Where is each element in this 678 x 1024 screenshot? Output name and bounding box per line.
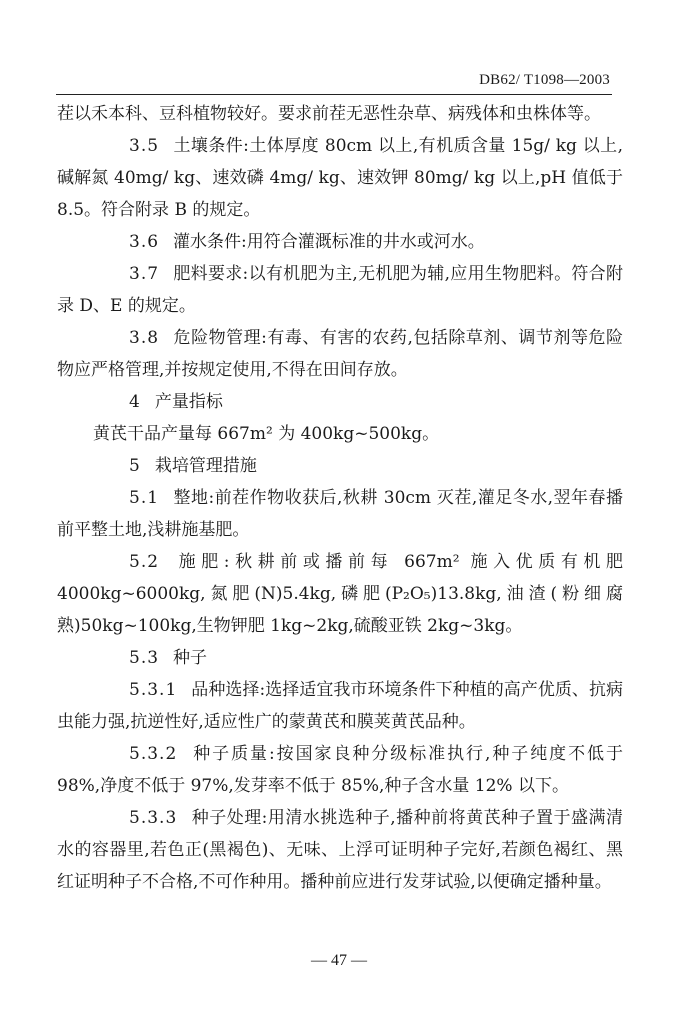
- paragraph-text: 产量指标: [154, 392, 223, 412]
- clause-number: 5.1: [129, 488, 160, 508]
- standard-code: DB62/ T1098—2003: [479, 72, 610, 88]
- document-body: [57, 98, 623, 898]
- paragraph: [57, 802, 623, 898]
- paragraph-text: 整地:前茬作物收获后,秋耕 30cm 灭茬,灌足冬水,翌年春播前平整土地,浅耕施基肥。: [57, 488, 623, 540]
- paragraph-text: 肥料要求:以有机肥为主,无机肥为辅,应用生物肥料。符合附录 D、E 的规定。: [57, 264, 623, 316]
- paragraph: [57, 258, 623, 322]
- paragraph: [57, 322, 623, 386]
- paragraph: [57, 546, 623, 642]
- clause-number: 4: [129, 392, 141, 412]
- paragraph-text: 土壤条件:土体厚度 80cm 以上,有机质含量 15g/ kg 以上,碱解氮 40mg/ kg、速效磷 4mg/ kg、速效钾 80mg/ kg 以上,pH 值低于 8.5。符合附录 B 的规定。: [57, 136, 623, 220]
- clause-number: 5.3.2: [129, 744, 178, 764]
- paragraph: [57, 98, 623, 130]
- clause-number: 5: [129, 456, 141, 476]
- paragraph-text: 种子质量:按国家良种分级标准执行,种子纯度不低于 98%,净度不低于 97%,发芽率不低于 85%,种子含水量 12% 以下。: [57, 744, 623, 796]
- paragraph: [57, 738, 623, 802]
- clause-number: 3.7: [129, 264, 160, 284]
- clause-number: 3.8: [129, 328, 160, 348]
- paragraph: [57, 674, 623, 738]
- clause-number: 5.2: [129, 552, 160, 572]
- paragraph-text: 施肥:秋耕前或播前每 667m² 施入优质有机肥 4000kg~6000kg,氮肥(N)5.4kg,磷肥(P₂O₅)13.8kg,油渣(粉细腐熟)50kg~100kg,生物钾肥 1kg~2kg,硫酸亚铁 2kg~3kg。: [57, 552, 623, 636]
- paragraph-text: 品种选择:选择适宜我市环境条件下种植的高产优质、抗病虫能力强,抗逆性好,适应性广的蒙黄芪和膜荚黄芪品种。: [57, 680, 623, 732]
- header-rule: [56, 94, 612, 95]
- section-heading: [57, 450, 623, 482]
- clause-number: 5.3.1: [129, 680, 178, 700]
- paragraph-text: 种子处理:用清水挑选种子,播种前将黄芪种子置于盛满清水的容器里,若色正(黑褐色)、无味、上浮可证明种子完好,若颜色褐红、黑红证明种子不合格,不可作种用。播种前应进行发芽试验,以便确定播种量。: [57, 808, 623, 892]
- clause-number: 5.3.3: [129, 808, 178, 828]
- clause-number: 3.6: [129, 232, 160, 252]
- clause-number: 3.5: [129, 136, 160, 156]
- paragraph-text: 种子: [173, 648, 208, 668]
- clause-number: 5.3: [129, 648, 160, 668]
- paragraph-text: 灌水条件:用符合灌溉标准的井水或河水。: [173, 232, 485, 252]
- paragraph-text: 茬以禾本科、豆科植物较好。要求前茬无恶性杂草、病残体和虫株体等。: [57, 104, 601, 124]
- paragraph-text: 黄芪干品产量每 667m² 为 400kg~500kg。: [93, 424, 440, 444]
- paragraph: [57, 226, 623, 258]
- page-number: — 47 —: [311, 952, 367, 969]
- section-heading: [57, 386, 623, 418]
- paragraph: [57, 482, 623, 546]
- paragraph-text: 栽培管理措施: [154, 456, 257, 476]
- paragraph: [57, 130, 623, 226]
- paragraph-text: 危险物管理:有毒、有害的农药,包括除草剂、调节剂等危险物应严格管理,并按规定使用,不得在田间存放。: [57, 328, 623, 380]
- paragraph: [57, 418, 623, 450]
- section-heading: [57, 642, 623, 674]
